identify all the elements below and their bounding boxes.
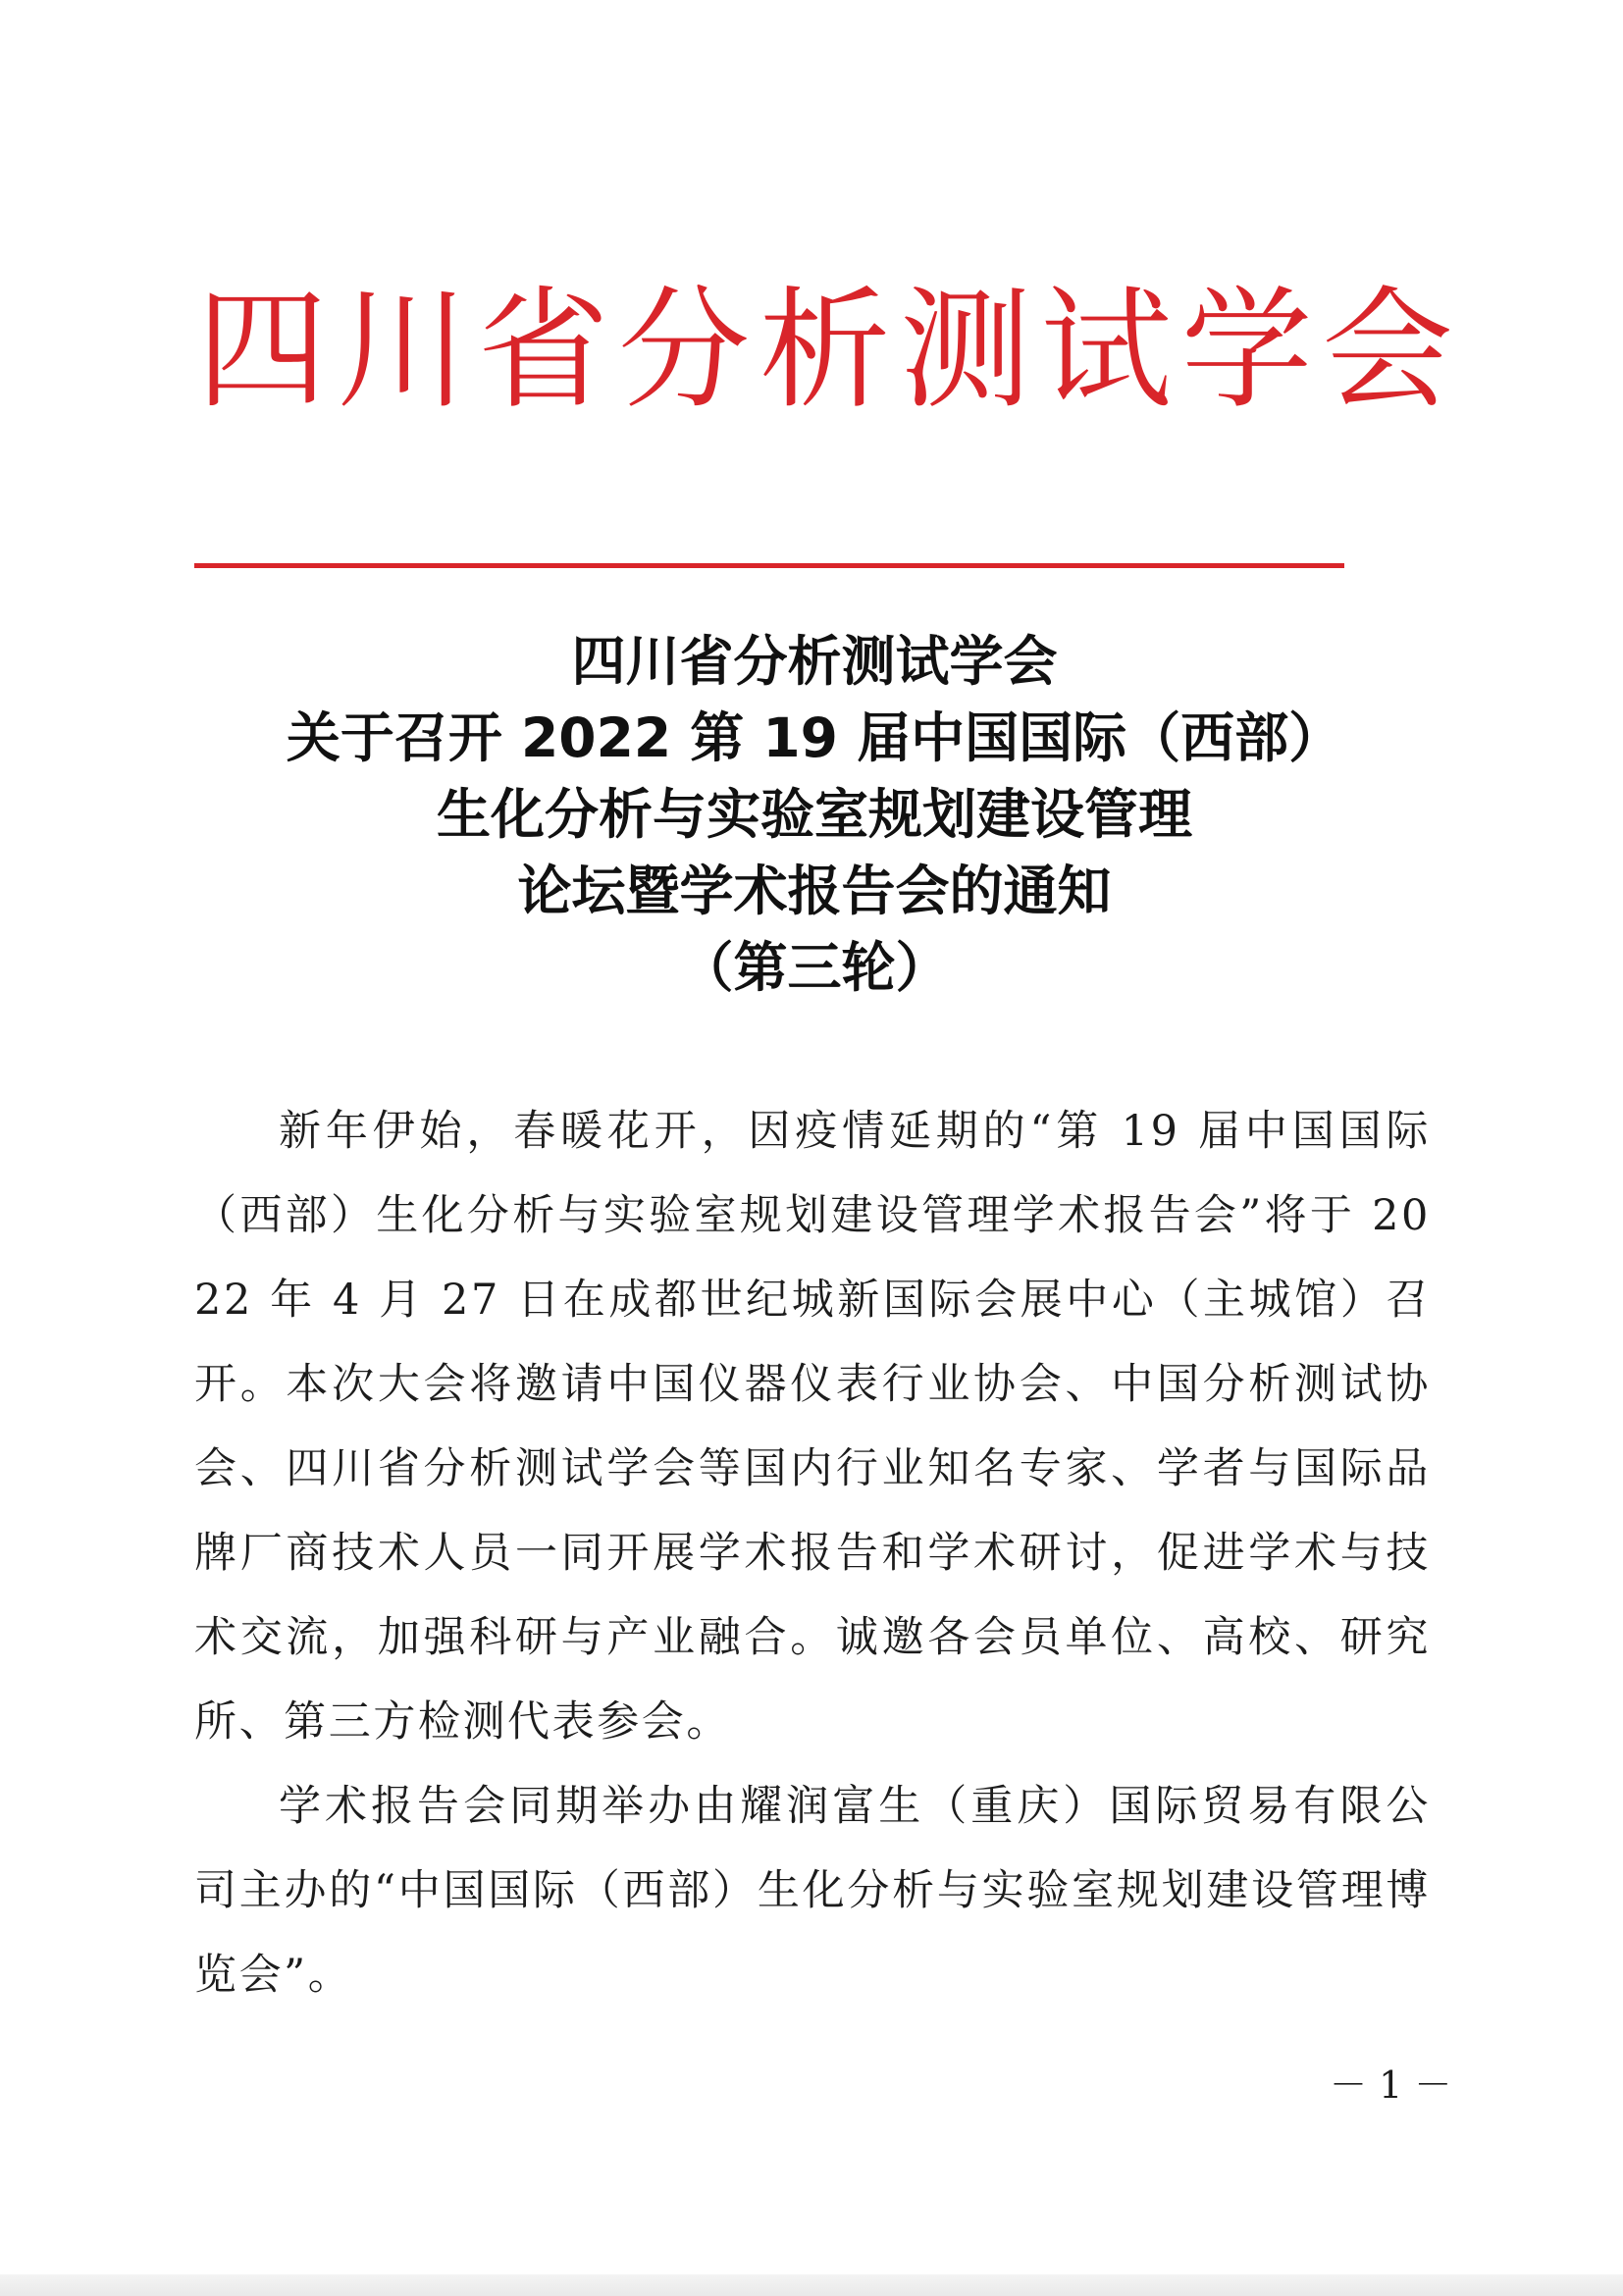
- letterhead-divider-rule: [194, 563, 1344, 568]
- scan-bottom-edge: [0, 2274, 1623, 2296]
- body-paragraph-announcement: 新年伊始，春暖花开，因疫情延期的“第 19 届中国国际（西部）生化分析与实验室规划建设管理学术报告会”将于 2022 年 4 月 27 日在成都世纪城新国际会展中心（主城馆）召开。本次大会将邀请中国仪器仪表行业协会、中国分析测试协会、四川省分析测试学会等国内行业知名专家、学者与国际品牌厂商技术人员一同开展学术报告和学术研讨，促进学术与技术交流，加强科研与产业融合。诚邀各会员单位、高校、研究所、第三方检测代表参会。: [194, 1107, 1431, 1747]
- title-line-round: （第三轮）: [679, 936, 950, 999]
- organization-letterhead: 四川省分析测试学会: [196, 274, 1463, 427]
- page-number: － 1 －: [1330, 2063, 1452, 2107]
- notice-body: [194, 1089, 1431, 2017]
- notice-title: [147, 623, 1482, 1006]
- body-paragraph-expo: 学术报告会同期举办由耀润富生（重庆）国际贸易有限公司主办的“中国国际（西部）生化分析与实验室规划建设管理博览会”。: [194, 1782, 1431, 2000]
- title-line-organization: 四川省分析测试学会: [571, 630, 1058, 693]
- title-line-forum: 论坛暨学术报告会的通知: [517, 860, 1112, 922]
- title-line-event: 关于召开 2022 第 19 届中国国际（西部）: [286, 706, 1343, 769]
- title-line-topic: 生化分析与实验室规划建设管理: [436, 783, 1192, 846]
